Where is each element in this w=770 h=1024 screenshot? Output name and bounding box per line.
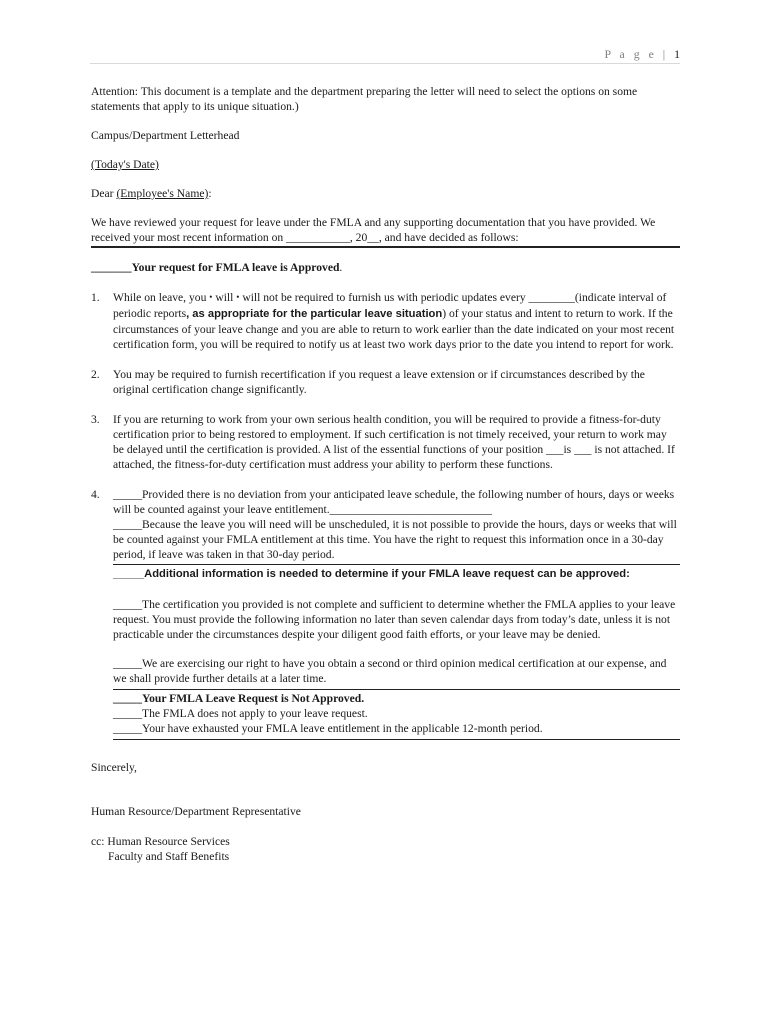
section-divider <box>91 246 680 248</box>
not-approved-heading <box>113 691 680 706</box>
list-item <box>91 487 680 562</box>
section-divider <box>113 689 680 690</box>
header-divider <box>90 63 680 64</box>
item-number: 3. <box>91 413 100 426</box>
item-number: 4. <box>91 488 100 501</box>
signature-line: Human Resource/Department Representative <box>91 805 301 818</box>
employee-name-placeholder: (Employee's Name) <box>116 187 209 200</box>
section-divider <box>113 564 680 565</box>
approved-heading <box>91 260 680 275</box>
intro-paragraph: We have reviewed your request for leave under the FMLA and any supporting documentation that you have provided. We received your most recent information on ___________, 20__, and have decided as follows: <box>91 216 656 244</box>
approval-conditions-list <box>91 290 680 562</box>
salutation-prefix: Dear <box>91 187 117 200</box>
approved-blank: _______ <box>91 261 132 274</box>
additional-option-2: _____We are exercising our right to have you obtain a second or third opinion medical certification at our expense, and we shall provide further details at a later time. <box>113 657 667 685</box>
item-emphasis: , as appropriate for the particular leave situation <box>186 308 443 320</box>
page-label: P a g e <box>604 47 657 61</box>
salutation <box>91 186 680 201</box>
page-separator: | <box>662 47 669 61</box>
item-text: You may be required to furnish recertification if you request a leave extension or if circumstances described by the original certification change significantly. <box>113 368 645 396</box>
list-item <box>91 367 680 397</box>
page-header <box>604 47 680 62</box>
additional-info-section <box>113 564 680 740</box>
item-number: 1. <box>91 291 100 304</box>
not-approved-option-2: _____Your have exhausted your FMLA leave entitlement in the applicable 12-month period. <box>113 722 543 735</box>
bullet-icon: • <box>209 292 213 302</box>
section-divider <box>113 739 680 740</box>
date-line <box>91 157 680 172</box>
date-placeholder: (Today's Date) <box>91 158 159 171</box>
item-option-a: _____Provided there is no deviation from your anticipated leave schedule, the following number of hours, days or weeks will be counted against your leave entitlement.____________________________ <box>113 488 675 516</box>
not-approved-blank: _____ <box>113 692 142 705</box>
approved-title: Your request for FMLA leave is Approved <box>131 261 340 274</box>
attention-note: Attention: This document is a template and the department preparing the letter will need to select the options on some statements that apply to its unique situation.) <box>91 85 638 113</box>
additional-heading <box>113 567 680 582</box>
closing: Sincerely, <box>91 761 137 774</box>
page-number: 1 <box>674 47 680 61</box>
salutation-suffix: : <box>208 187 212 200</box>
additional-blank: _____ <box>113 568 145 580</box>
item-text: will <box>212 291 237 304</box>
not-approved-option-1: _____The FMLA does not apply to your leave request. <box>113 707 368 720</box>
item-text: ) of your status and intent to return to work. If the circumstances of your leave change and you are able to return to work earlier than the date indicated on your most recent certification form, you will be required to notify us at least two work days prior to the date you intend to report for work. <box>113 307 675 351</box>
bullet-icon: • <box>236 292 240 302</box>
item-number: 2. <box>91 368 100 381</box>
list-item <box>91 412 680 472</box>
item-text: If you are returning to work from your own serious health condition, you will be required to provide a fitness-for-duty certification prior to being restored to employment. If such certification is not timely received, your return to work may be delayed until the certification is provided. A list of the essential functions of your position ___is ___ is not attached. If attached, the fitness-for-duty certification must address your ability to perform these functions. <box>113 413 675 471</box>
cc-line: cc: Human Resource Services <box>91 835 230 848</box>
not-approved-title: Your FMLA Leave Request is Not Approved. <box>141 692 365 705</box>
list-item <box>91 290 680 352</box>
cc-line-2: Faculty and Staff Benefits <box>108 850 230 863</box>
item-text: While on leave, you <box>113 291 210 304</box>
letter-body <box>91 84 680 864</box>
item-option-b: _____Because the leave you will need will be unscheduled, it is not possible to provide the hours, days or weeks that will be counted against your FMLA entitlement at this time. You have the right to request this information once in a 30-day period, if leave was taken in that 30-day period. <box>113 518 677 561</box>
additional-title: Additional information is needed to determine if your FMLA leave request can be approved: <box>144 568 630 580</box>
item-text: will not be required to furnish us with periodic updates every ________(indicate interval of periodic reports <box>113 291 667 320</box>
approved-period: . <box>339 261 343 274</box>
letterhead-line: Campus/Department Letterhead <box>91 129 240 142</box>
additional-option-1: _____The certification you provided is not complete and sufficient to determine whether the FMLA applies to your leave request. You must provide the following information no later than seven calendar days from today’s date, unless it is not practicable under the circumstances despite your diligent good faith efforts, or your leave may be denied. <box>113 598 676 641</box>
